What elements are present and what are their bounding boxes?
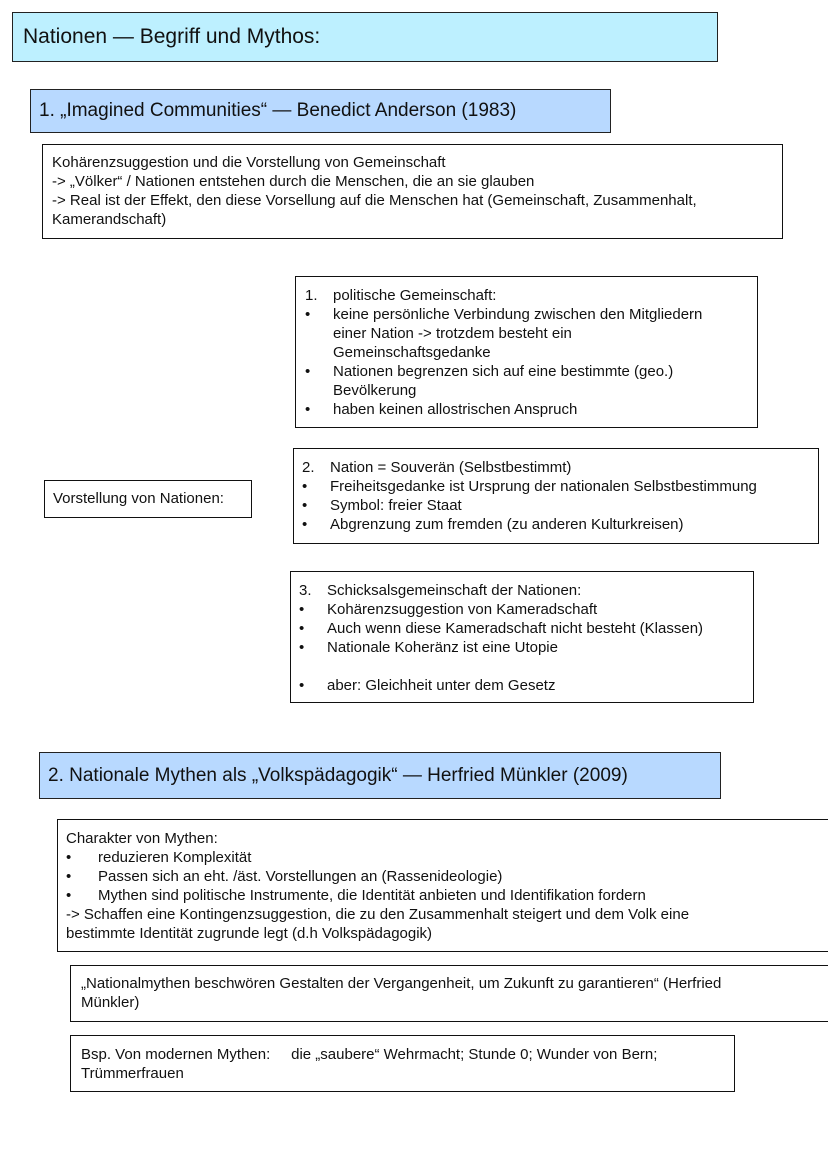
quote-line: „Nationalmythen beschwören Gestalten der Vergangenheit, um Zukunft zu garantieren“ (Herfried [81,975,722,992]
bullet-text: haben keinen allostrischen Anspruch [333,401,578,418]
bullet-text: Mythen sind politische Instrumente, die Identität anbieten und Identifikation fordern [98,887,646,904]
bullet-text: Bevölkerung [333,382,417,399]
bullet-text: aber: Gleichheit unter dem Gesetz [327,677,556,694]
bullet: • [66,849,72,866]
item-number: 1. [305,287,318,304]
bullet-text: reduzieren Komplexität [98,849,252,866]
bullet-text: Auch wenn diese Kameradschaft nicht besteht (Klassen) [327,620,704,637]
bullet-text: Kohärenzsuggestion von Kameradschaft [327,601,598,618]
box-heading: politische Gemeinschaft: [333,287,497,304]
bullet-text: Symbol: freier Staat [330,497,462,514]
section-1-intro-box [42,144,783,239]
quote-line: Münkler) [81,994,140,1011]
intro-line: Kohärenzsuggestion und die Vorstellung von Gemeinschaft [52,154,446,171]
intro-line: Kamerandschaft) [52,211,167,228]
box-heading: Charakter von Mythen: [66,830,218,847]
intro-line: -> „Völker“ / Nationen entstehen durch die Menschen, die an sie glauben [52,173,535,190]
bullet-text: Nationale Koheränz ist eine Utopie [327,639,558,656]
page-title: Nationen — Begriff und Mythos: [12,12,718,62]
box-heading: Nation = Souverän (Selbstbestimmt) [330,459,572,476]
bullet: • [302,516,308,533]
quote-box [70,965,828,1022]
bullet: • [302,478,308,495]
item-number: 3. [299,582,312,599]
bullet: • [66,887,72,904]
bullet: • [299,620,305,637]
box-heading: Schicksalsgemeinschaft der Nationen: [327,582,582,599]
bullet: • [299,677,305,694]
bullet-text: Nationen begrenzen sich auf eine bestimmte (geo.) [333,363,674,380]
bullet-text: Freiheitsgedanke ist Ursprung der nationalen Selbstbestimmung [330,478,757,495]
bullet-text: keine persönliche Verbindung zwischen den Mitgliedern [333,306,703,323]
concept-box-2 [293,448,819,544]
myth-character-box [57,819,828,952]
section-2-heading: 2. Nationale Mythen als „Volkspädagogik“ — Herfried Münkler (2009) [39,752,721,799]
intro-line: -> Real ist der Effekt, den diese Vorsellung auf die Menschen hat (Gemeinschaft, Zusammenhalt, [52,192,697,209]
concept-box-3 [290,571,754,703]
item-number: 2. [302,459,315,476]
section-1-heading: 1. „Imagined Communities“ — Benedict Anderson (1983) [30,89,611,133]
bullet: • [305,401,311,418]
conclusion-line: -> Schaffen eine Kontingenzsuggestion, die zu den Zusammenhalt steigert und dem Volk eine [66,906,690,923]
concept-box-1 [295,276,758,428]
side-label-box [44,480,252,518]
examples-line: Bsp. Von modernen Mythen: die „saubere“ Wehrmacht; Stunde 0; Wunder von Bern; [81,1046,658,1063]
bullet: • [299,639,305,656]
bullet: • [66,868,72,885]
examples-line: Trümmerfrauen [81,1065,184,1082]
bullet-text: Passen sich an eht. /äst. Vorstellungen an (Rassenideologie) [98,868,503,885]
bullet: • [299,601,305,618]
bullet: • [305,363,311,380]
side-label: Vorstellung von Nationen: [53,490,224,507]
bullet-text: einer Nation -> trotzdem besteht ein [333,325,572,342]
bullet-text: Gemeinschaftsgedanke [333,344,491,361]
examples-box [70,1035,735,1092]
bullet: • [302,497,308,514]
bullet: • [305,306,311,323]
bullet-text: Abgrenzung zum fremden (zu anderen Kulturkreisen) [330,516,684,533]
conclusion-line: bestimmte Identität zugrunde legt (d.h Volkspädagogik) [66,925,433,942]
